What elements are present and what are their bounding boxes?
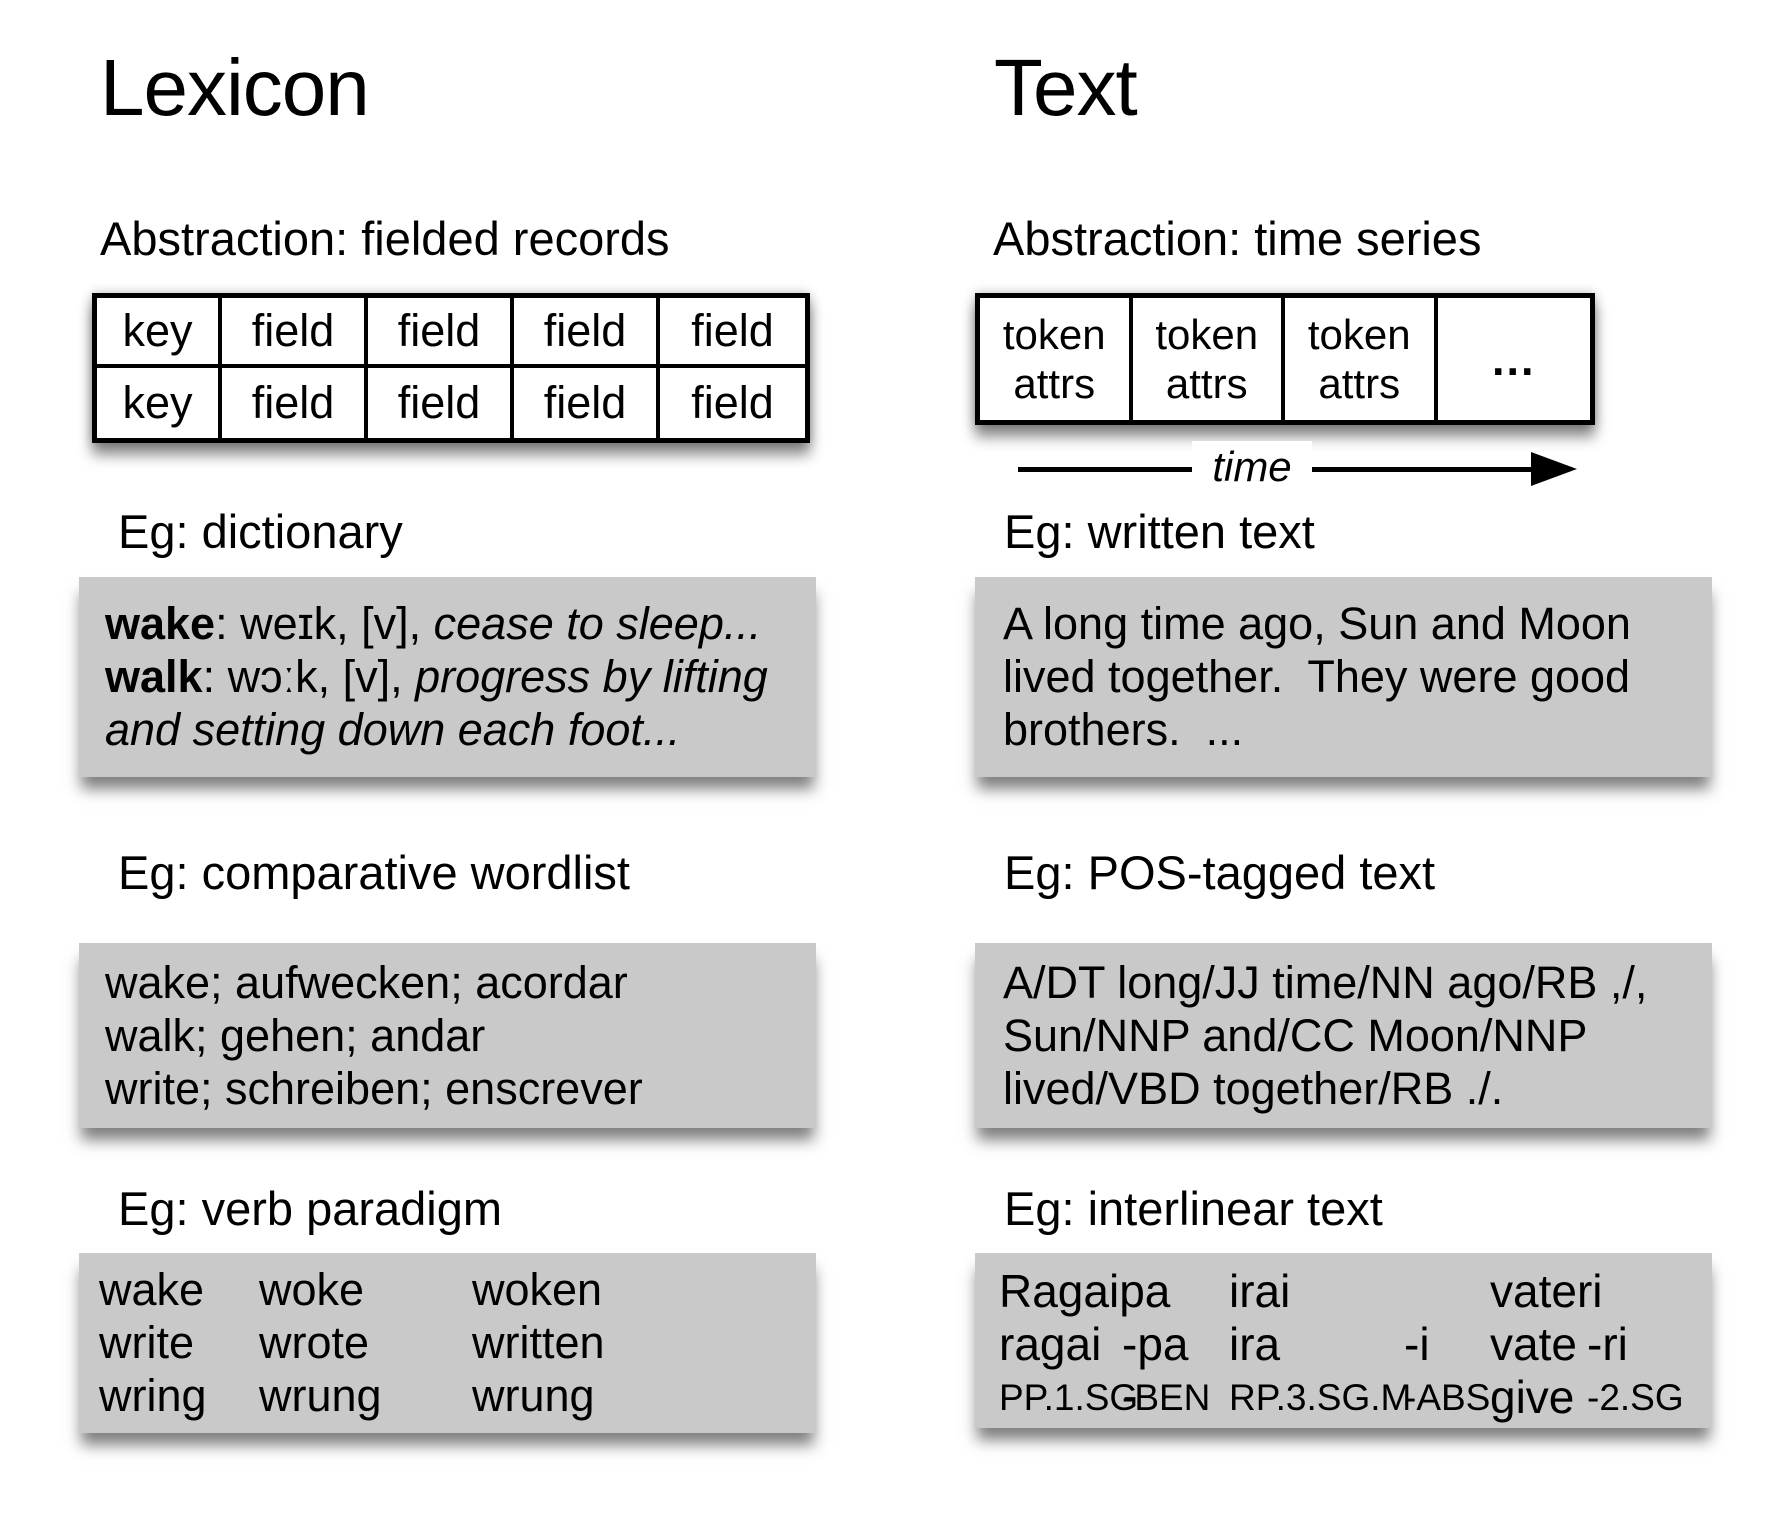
interlinear-morpheme: ragai	[999, 1318, 1102, 1370]
interlinear-box	[975, 1253, 1712, 1428]
text-segment: : weɪk, [v],	[215, 598, 434, 649]
token-label: token	[1155, 311, 1259, 358]
interlinear-word: irai	[1229, 1265, 1291, 1317]
interlinear-gloss: -2.SG	[1587, 1377, 1684, 1418]
text-segment: walk	[105, 651, 203, 702]
record-cell: field	[222, 298, 368, 368]
attrs-label: attrs	[1013, 360, 1096, 407]
attrs-label: attrs	[1318, 360, 1401, 407]
interlinear-morpheme: -i	[1404, 1318, 1430, 1370]
interlinear-gloss: -BEN	[1122, 1377, 1211, 1418]
box-line: A long time ago, Sun and Moon	[1003, 598, 1631, 649]
token-cell	[1133, 298, 1286, 420]
interlinear-gloss: give	[1490, 1371, 1575, 1423]
interlinear-word: Ragaipa	[999, 1265, 1171, 1317]
pos-tagged-box	[975, 943, 1712, 1128]
record-cell: field	[514, 298, 660, 368]
lexicon-abstraction-heading: Abstraction: fielded records	[100, 212, 670, 265]
text-segment: : wɔːk, [v],	[202, 651, 416, 702]
record-cell: field	[514, 368, 660, 438]
dictionary-line	[105, 597, 790, 650]
token-label: token	[1002, 311, 1106, 358]
time-axis-label: time	[1192, 441, 1312, 493]
record-table-row	[97, 368, 805, 438]
pos-tagged-heading: Eg: POS-tagged text	[1004, 846, 1436, 899]
dictionary-example-heading: Eg: dictionary	[118, 505, 403, 558]
interlinear-morpheme: -ri	[1587, 1318, 1628, 1370]
text-segment: and setting down each foot...	[105, 704, 681, 755]
verb-form: wrote	[259, 1317, 370, 1368]
interlinear-morpheme: ira	[1229, 1318, 1281, 1370]
box-line: walk; gehen; andar	[105, 1010, 486, 1061]
written-text-heading: Eg: written text	[1004, 505, 1315, 558]
box-line: brothers. ...	[1003, 704, 1244, 755]
verb-form: woke	[259, 1264, 365, 1315]
verb-paradigm-heading: Eg: verb paradigm	[118, 1182, 503, 1235]
dictionary-example-box	[79, 577, 816, 777]
token-cell	[980, 298, 1133, 420]
verb-form: write	[99, 1317, 195, 1368]
verb-form: wring	[99, 1370, 207, 1421]
record-cell: key	[97, 368, 222, 438]
token-label: token	[1307, 311, 1411, 358]
box-line: wake; aufwecken; acordar	[105, 957, 628, 1008]
time-series-table	[975, 293, 1595, 425]
text-segment: progress by lifting	[415, 651, 768, 702]
box-line: Sun/NNP and/CC Moon/NNP	[1003, 1010, 1588, 1061]
text-segment: wake	[105, 598, 216, 649]
token-cell	[1285, 298, 1438, 420]
verb-form: woken	[472, 1264, 603, 1315]
box-line: lived together. They were good	[1003, 651, 1631, 702]
record-cell: field	[368, 368, 514, 438]
interlinear-gloss: RP.3.SG.M	[1229, 1377, 1412, 1418]
written-text-box	[975, 577, 1712, 777]
wordlist-example-heading: Eg: comparative wordlist	[118, 846, 630, 899]
interlinear-gloss: -ABS	[1404, 1377, 1491, 1418]
text-column-title: Text	[994, 43, 1137, 132]
lexicon-column-title: Lexicon	[100, 43, 369, 132]
ellipsis-cell: ...	[1491, 333, 1536, 385]
box-line: lived/VBD together/RB ./.	[1003, 1063, 1504, 1114]
verb-form: wrung	[259, 1370, 382, 1421]
text-segment: cease to sleep...	[433, 598, 762, 649]
record-cell: field	[368, 298, 514, 368]
verb-paradigm-box	[79, 1253, 816, 1433]
wordlist-example-box	[79, 943, 816, 1128]
dictionary-line	[105, 703, 790, 756]
dictionary-line	[105, 650, 790, 703]
box-line: write; schreiben; enscrever	[105, 1063, 643, 1114]
attrs-label: attrs	[1165, 360, 1248, 407]
text-abstraction-heading: Abstraction: time series	[993, 212, 1482, 265]
verb-form: wake	[99, 1264, 205, 1315]
interlinear-heading: Eg: interlinear text	[1004, 1182, 1383, 1235]
box-line: A/DT long/JJ time/NN ago/RB ,/,	[1003, 957, 1648, 1008]
interlinear-word: vateri	[1490, 1265, 1603, 1317]
record-cell: field	[691, 377, 774, 428]
interlinear-morpheme: -pa	[1122, 1318, 1189, 1370]
record-cell: key	[97, 298, 222, 368]
fielded-records-table	[92, 293, 810, 443]
interlinear-gloss: PP.1.SG	[999, 1377, 1139, 1418]
verb-form: wrung	[472, 1370, 595, 1421]
verb-form: written	[472, 1317, 605, 1368]
record-cell: field	[222, 368, 368, 438]
time-axis-arrowhead-icon	[1531, 452, 1577, 486]
record-cell: field	[660, 298, 805, 368]
record-table-row	[97, 298, 805, 368]
interlinear-morpheme: vate	[1490, 1318, 1577, 1370]
